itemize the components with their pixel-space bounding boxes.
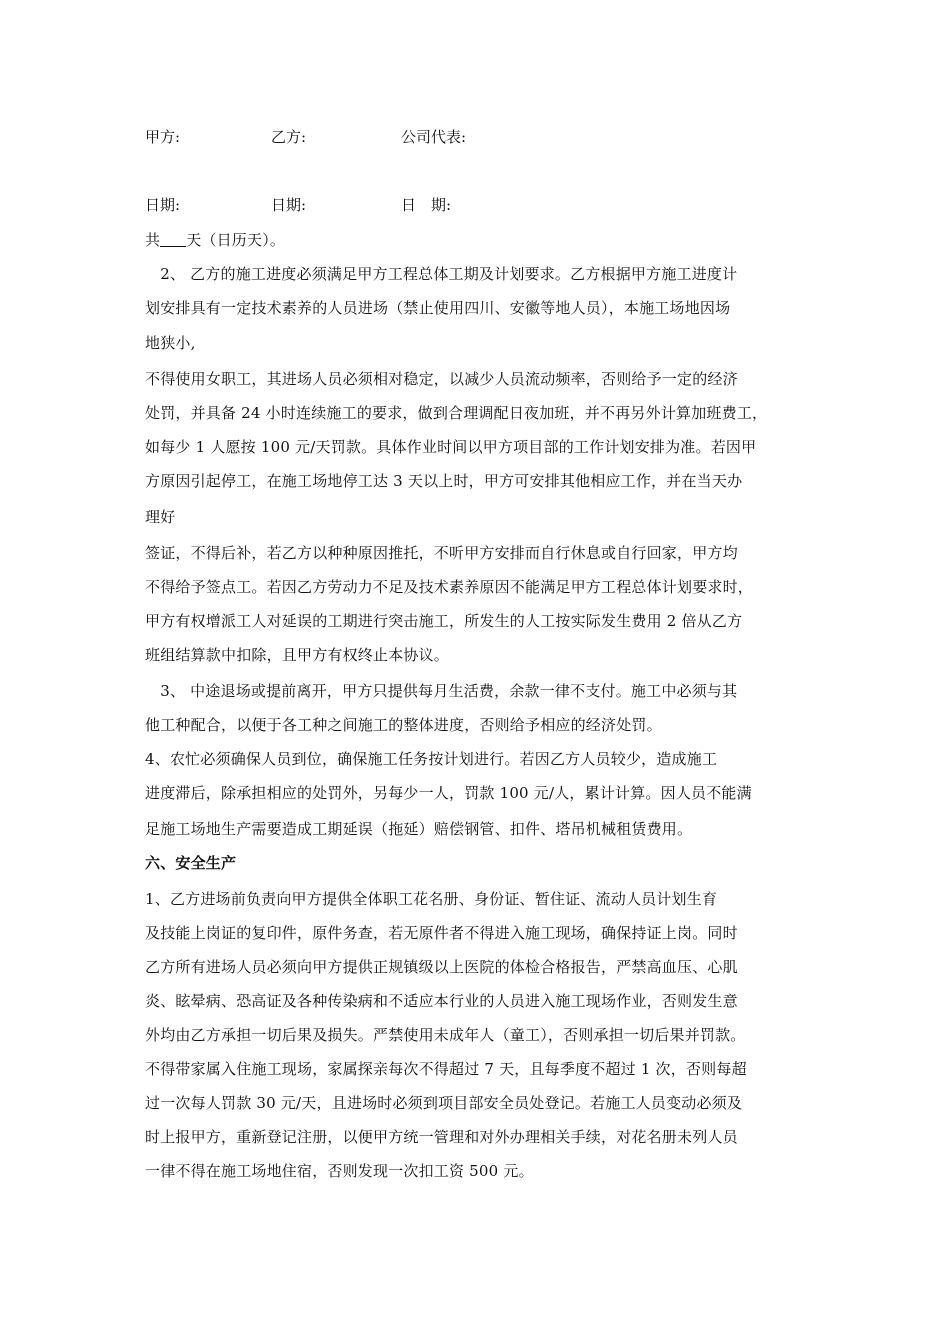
date-b-label: 日期: [271,196,307,214]
section-heading: 六、安全生产 [145,854,237,872]
duration-line [145,229,825,251]
paragraph-line: 如每少 1 人愿按 100 元/天罚款。具体作业时间以甲方项目部的工作计划安排为准。若因甲 [145,438,757,456]
paragraph-line: 3、 中途退场或提前离开，甲方只提供每月生活费，余款一律不支付。施工中必须与其 [145,682,738,700]
paragraph-line: 一律不得在施工场地住宿，否则发现一次扣工资 500 元。 [145,1162,534,1180]
paragraph-line: 签证，不得后补，若乙方以种种原因推托，不听甲方安排而自行休息或自行回家，甲方均 [145,544,738,562]
paragraph-line: 划安排具有一定技术素养的人员进场（禁止使用四川、安徽等地人员），本施工场地因场 [145,299,731,317]
paragraph-line: 2、 乙方的施工进度必须满足甲方工程总体工期及计划要求。乙方根据甲方施工进度计 [145,265,738,283]
paragraph-line: 4、农忙必须确保人员到位，确保施工任务按计划进行。若因乙方人员较少，造成施工 [145,750,718,768]
paragraph-line: 不得使用女职工，其进场人员必须相对稳定，以减少人员流动频率，否则给予一定的经济 [145,370,738,388]
date-c-label: 日 期: [401,196,452,214]
paragraph-line: 进度滞后，除承担相应的处罚外，另每少一人，罚款 100 元/人，累计计算。因人员不能满 [145,784,752,802]
duration-prefix: 共 [145,231,161,249]
paragraph-line: 方原因引起停工，在施工场地停工达 3 天以上时，甲方可安排其他相应工作，并在当天办 [145,472,743,490]
duration-blank [160,230,186,247]
company-rep-label: 公司代表: [401,128,467,146]
paragraph-line: 甲方有权增派工人对延误的工期进行突击施工，所发生的人工按实际发生费用 2 倍从乙方 [145,612,743,630]
paragraph-line: 地狭小, [145,334,196,352]
paragraph-line: 理好 [145,508,176,526]
paragraph-line: 足施工场地生产需要造成工期延误（拖延）赔偿钢管、扣件、塔吊机械租赁费用。 [145,820,693,838]
paragraph-line: 及技能上岗证的复印件，原件务查，若无原件者不得进入施工现场，确保持证上岗。同时 [145,924,738,942]
paragraph-line: 不得带家属入住施工现场，家属探亲每次不得超过 7 天，且每季度不超过 1 次，否则每超 [145,1060,747,1078]
duration-suffix: 天（日历天）。 [186,231,286,249]
party-b-label: 乙方: [271,128,307,146]
paragraph-line: 过一次每人罚款 30 元/天，且进场时必须到项目部安全员处登记。若施工人员变动必须及 [145,1094,743,1112]
date-a-label: 日期: [145,196,181,214]
paragraph-line: 他工种配合，以便于各工种之间施工的整体进度，否则给予相应的经济处罚。 [145,716,662,734]
paragraph-line: 乙方所有进场人员必须向甲方提供正规镇级以上医院的体检合格报告，严禁高血压、心肌 [145,958,738,976]
paragraph-line: 时上报甲方，重新登记注册，以便甲方统一管理和对外办理相关手续，对花名册未列人员 [145,1128,738,1146]
paragraph-line: 1、乙方进场前负责向甲方提供全体职工花名册、身份证、暂住证、流动人员计划生育 [145,890,718,908]
paragraph-line: 外均由乙方承担一切后果及损失。严禁使用未成年人（童工），否则承担一切后果并罚款。 [145,1026,746,1044]
paragraph-line: 炎、眩晕病、恐高证及各种传染病和不适应本行业的人员进入施工现场作业，否则发生意 [145,992,738,1010]
paragraph-line: 班组结算款中扣除，且甲方有权终止本协议。 [145,646,450,664]
paragraph-line: 不得给予签点工。若因乙方劳动力不足及技术素养原因不能满足甲方工程总体计划要求时， [145,578,754,596]
party-a-label: 甲方: [145,128,181,146]
paragraph-line: 处罚，并具备 24 小时连续施工的要求，做到合理调配日夜加班，并不再另外计算加班费工， [145,404,768,422]
